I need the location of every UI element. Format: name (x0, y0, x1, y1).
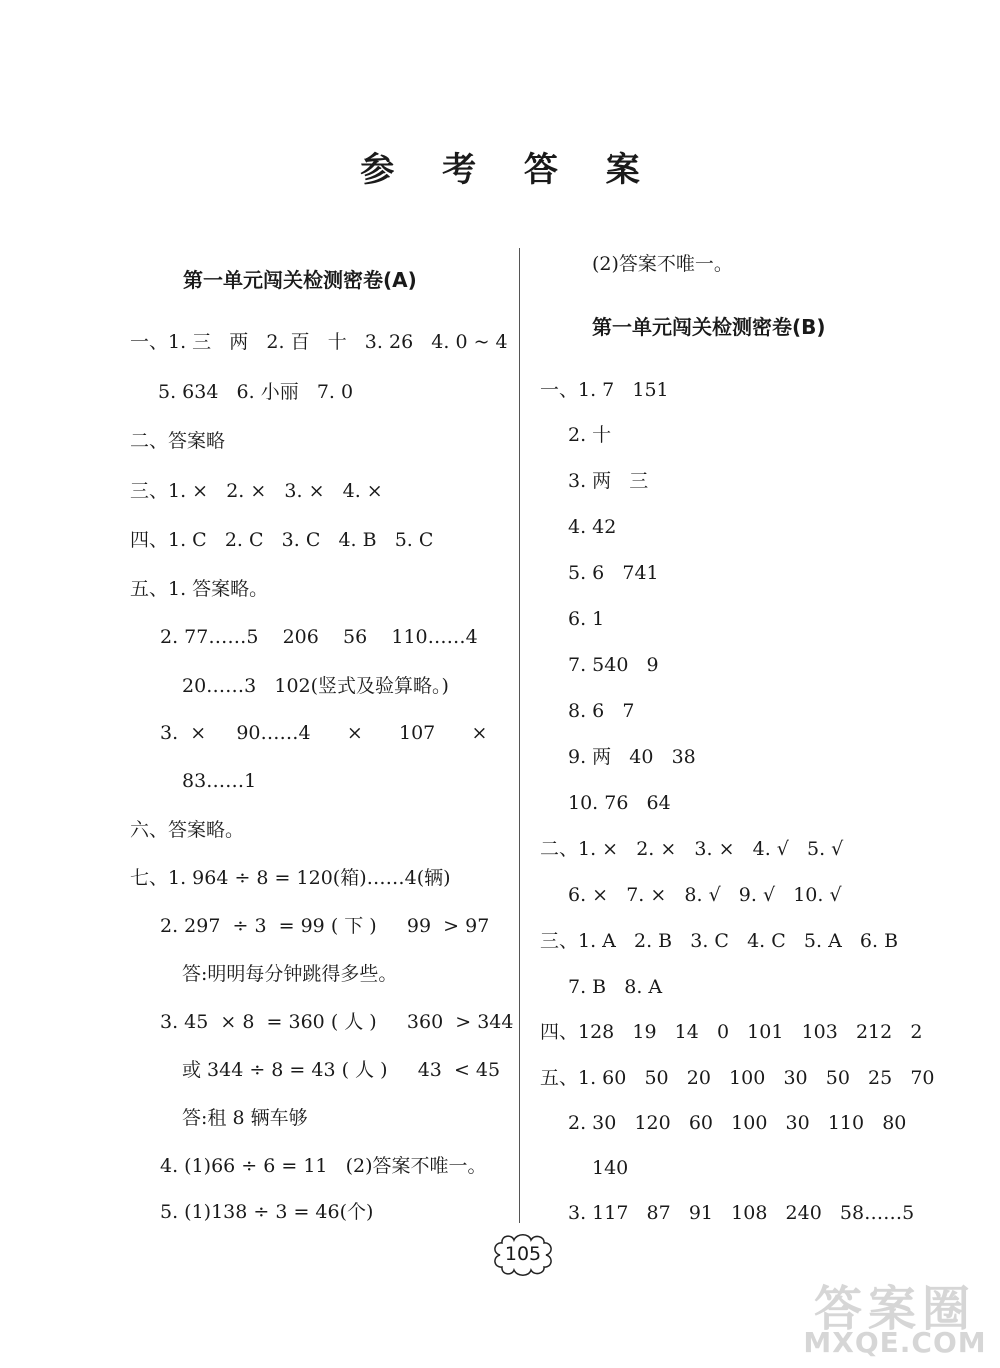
answer-line: 2. 77……5 206 56 110……4 (160, 626, 478, 648)
section-heading-a: 第一单元闯关检测密卷(A) (183, 268, 417, 292)
answer-line: 9. 两 40 38 (568, 746, 696, 768)
answer-line: 答:租 8 辆车够 (182, 1107, 308, 1129)
answer-line: 2. 297 ÷ 3 = 99 ( 下 ) 99 > 97 (160, 915, 490, 937)
answer-line: 4. (1)66 ÷ 6 = 11 (2)答案不唯一。 (160, 1155, 487, 1177)
answer-line: (2)答案不唯一。 (592, 253, 733, 275)
answer-line: 三、1. × 2. × 3. × 4. × (130, 480, 383, 502)
answer-line: 2. 30 120 60 100 30 110 80 (568, 1112, 907, 1134)
watermark-text: 答案圈 (813, 1281, 976, 1337)
page-number-badge (490, 1232, 556, 1278)
answer-line: 3. 45 × 8 = 360 ( 人 ) 360 > 344 (160, 1011, 514, 1033)
answer-line: 140 (592, 1157, 629, 1179)
answer-line: 3. 两 三 (568, 470, 649, 492)
answer-line: 6. 1 (568, 608, 605, 630)
answer-line: 10. 76 64 (568, 792, 671, 814)
answer-line: 3. 117 87 91 108 240 58……5 (568, 1202, 915, 1224)
column-divider (519, 248, 520, 1223)
answer-line: 83……1 (182, 770, 257, 792)
answer-line: 8. 6 7 (568, 700, 635, 722)
answer-line: 四、1. C 2. C 3. C 4. B 5. C (130, 529, 434, 551)
answer-line: 20……3 102(竖式及验算略。) (182, 675, 449, 697)
answer-line: 5. (1)138 ÷ 3 = 46(个) (160, 1201, 374, 1223)
answer-line: 7. B 8. A (568, 976, 663, 998)
section-heading-b: 第一单元闯关检测密卷(B) (592, 315, 826, 339)
answer-line: 三、1. A 2. B 3. C 4. C 5. A 6. B (540, 930, 899, 952)
answer-line: 5. 6 741 (568, 562, 659, 584)
answer-line: 6. × 7. × 8. √ 9. √ 10. √ (568, 884, 842, 906)
answer-line: 六、答案略。 (130, 819, 245, 841)
answer-line: 5. 634 6. 小丽 7. 0 (158, 381, 354, 403)
answer-line: 四、128 19 14 0 101 103 212 2 (540, 1021, 923, 1043)
answer-line: 二、1. × 2. × 3. × 4. √ 5. √ (540, 838, 844, 860)
answer-line: 或 344 ÷ 8 = 43 ( 人 ) 43 < 45 (182, 1059, 501, 1081)
answer-line: 4. 42 (568, 516, 617, 538)
answer-line: 五、1. 60 50 20 100 30 50 25 70 (540, 1067, 935, 1089)
answer-line: 五、1. 答案略。 (130, 578, 269, 600)
answer-line: 二、答案略 (130, 430, 226, 452)
page-title: 参 考 答 案 (360, 150, 658, 190)
answer-line: 2. 十 (568, 424, 612, 446)
answer-line: 3. × 90……4 × 107 × (160, 722, 488, 744)
answer-line: 一、1. 三 两 2. 百 十 3. 26 4. 0 ~ 4 (130, 331, 508, 353)
answer-line: 七、1. 964 ÷ 8 = 120(箱)……4(辆) (130, 867, 451, 889)
page-number: 105 (504, 1243, 542, 1265)
answer-line: 7. 540 9 (568, 654, 659, 676)
watermark-logo (795, 1268, 995, 1363)
answer-line: 答:明明每分钟跳得多些。 (182, 963, 398, 985)
watermark-url: MXQE.COM (803, 1326, 987, 1359)
answer-line: 一、1. 7 151 (540, 379, 669, 401)
